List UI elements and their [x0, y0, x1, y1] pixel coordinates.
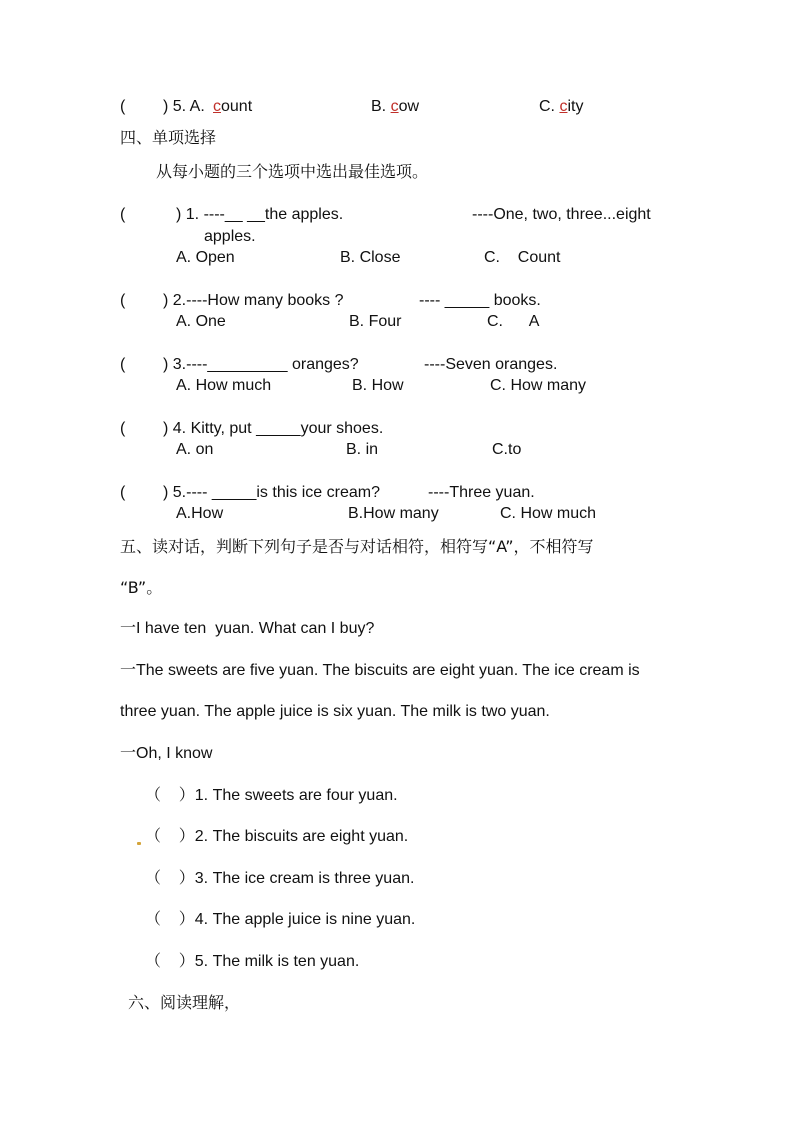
q1-option-c: C. Count — [484, 249, 561, 266]
q5-option-b: B.How many — [348, 505, 439, 522]
dialogue-line: three yuan. The apple juice is six yuan. The milk is two yuan. — [120, 703, 550, 720]
statement-item: （ ）1. The sweets are four yuan. — [145, 787, 398, 804]
q3-paren: ( — [120, 356, 126, 373]
statement-item: （ ）5. The milk is ten yuan. — [145, 953, 360, 970]
q2-option-a: A. One — [176, 313, 226, 330]
option-text: ount — [221, 98, 253, 115]
section5-title-continued: “B”。 — [120, 578, 163, 597]
section6-title: 六、阅读理解， — [128, 993, 241, 1012]
option-text: ity — [567, 98, 584, 115]
q5-paren: ( — [120, 484, 126, 501]
q4-option-c: C.to — [492, 441, 522, 458]
section5-title: 五、读对话，判断下列句子是否与对话相符，相符写“A”，不相符写 — [120, 537, 594, 556]
dialogue-line: 一Oh, I know — [120, 745, 213, 762]
q5-reply: ----Three yuan. — [428, 484, 535, 501]
q5-option-c: C. How much — [500, 505, 597, 522]
q4-paren: ( — [120, 420, 126, 437]
dialogue-line: 一The sweets are five yuan. The biscuits are eight yuan. The ice cream is — [120, 662, 640, 679]
q3-option-b: B. How — [352, 377, 404, 394]
q2-reply: ---- _____ books. — [419, 292, 541, 309]
phonics-q5-option-a — [213, 97, 252, 117]
q2-option-c: C. A — [487, 313, 540, 330]
option-text: ow — [398, 98, 420, 115]
q1-stem: ) 1. ----__ __the apples. — [176, 206, 344, 223]
stray-mark — [137, 842, 141, 845]
dialogue-line: 一I have ten yuan. What can I buy? — [120, 620, 375, 637]
phonics-q5-paren: ( — [120, 98, 126, 115]
q1-reply: ----One, two, three...eight — [472, 206, 651, 223]
q1-stem-continued: apples. — [204, 228, 256, 245]
q3-stem: ) 3.----_________ oranges? — [163, 356, 359, 373]
statement-item: （ ）4. The apple juice is nine yuan. — [145, 911, 416, 928]
phonics-q5-option-b — [371, 97, 419, 117]
q1-option-a: A. Open — [176, 249, 235, 266]
phonics-q5-number: ) 5. A. — [163, 98, 205, 115]
q2-stem: ) 2.----How many books ? — [163, 292, 344, 309]
q2-option-b: B. Four — [349, 313, 402, 330]
option-letter: B. — [371, 98, 387, 115]
q2-paren: ( — [120, 292, 126, 309]
q3-option-c: C. How many — [490, 377, 587, 394]
q5-option-a: A.How — [176, 505, 224, 522]
section4-title: 四、单项选择 — [120, 128, 217, 147]
q1-paren: ( — [120, 206, 126, 223]
q4-stem: ) 4. Kitty, put _____your shoes. — [163, 420, 384, 437]
q3-option-a: A. How much — [176, 377, 272, 394]
q5-stem: ) 5.---- _____is this ice cream? — [163, 484, 380, 501]
statement-item: （ ）3. The ice cream is three yuan. — [145, 870, 415, 887]
section4-instruction: 从每小题的三个选项中选出最佳选项。 — [156, 162, 429, 181]
q4-option-a: A. on — [176, 441, 214, 458]
q4-option-b: B. in — [346, 441, 379, 458]
q3-reply: ----Seven oranges. — [424, 356, 558, 373]
phonics-q5-option-c — [539, 97, 583, 117]
highlight-letter: c — [559, 98, 568, 115]
q1-option-b: B. Close — [340, 249, 401, 266]
highlight-letter: c — [390, 98, 399, 115]
option-letter: C. — [539, 98, 555, 115]
statement-item: （ ）2. The biscuits are eight yuan. — [145, 828, 409, 845]
highlight-letter: c — [213, 98, 221, 115]
